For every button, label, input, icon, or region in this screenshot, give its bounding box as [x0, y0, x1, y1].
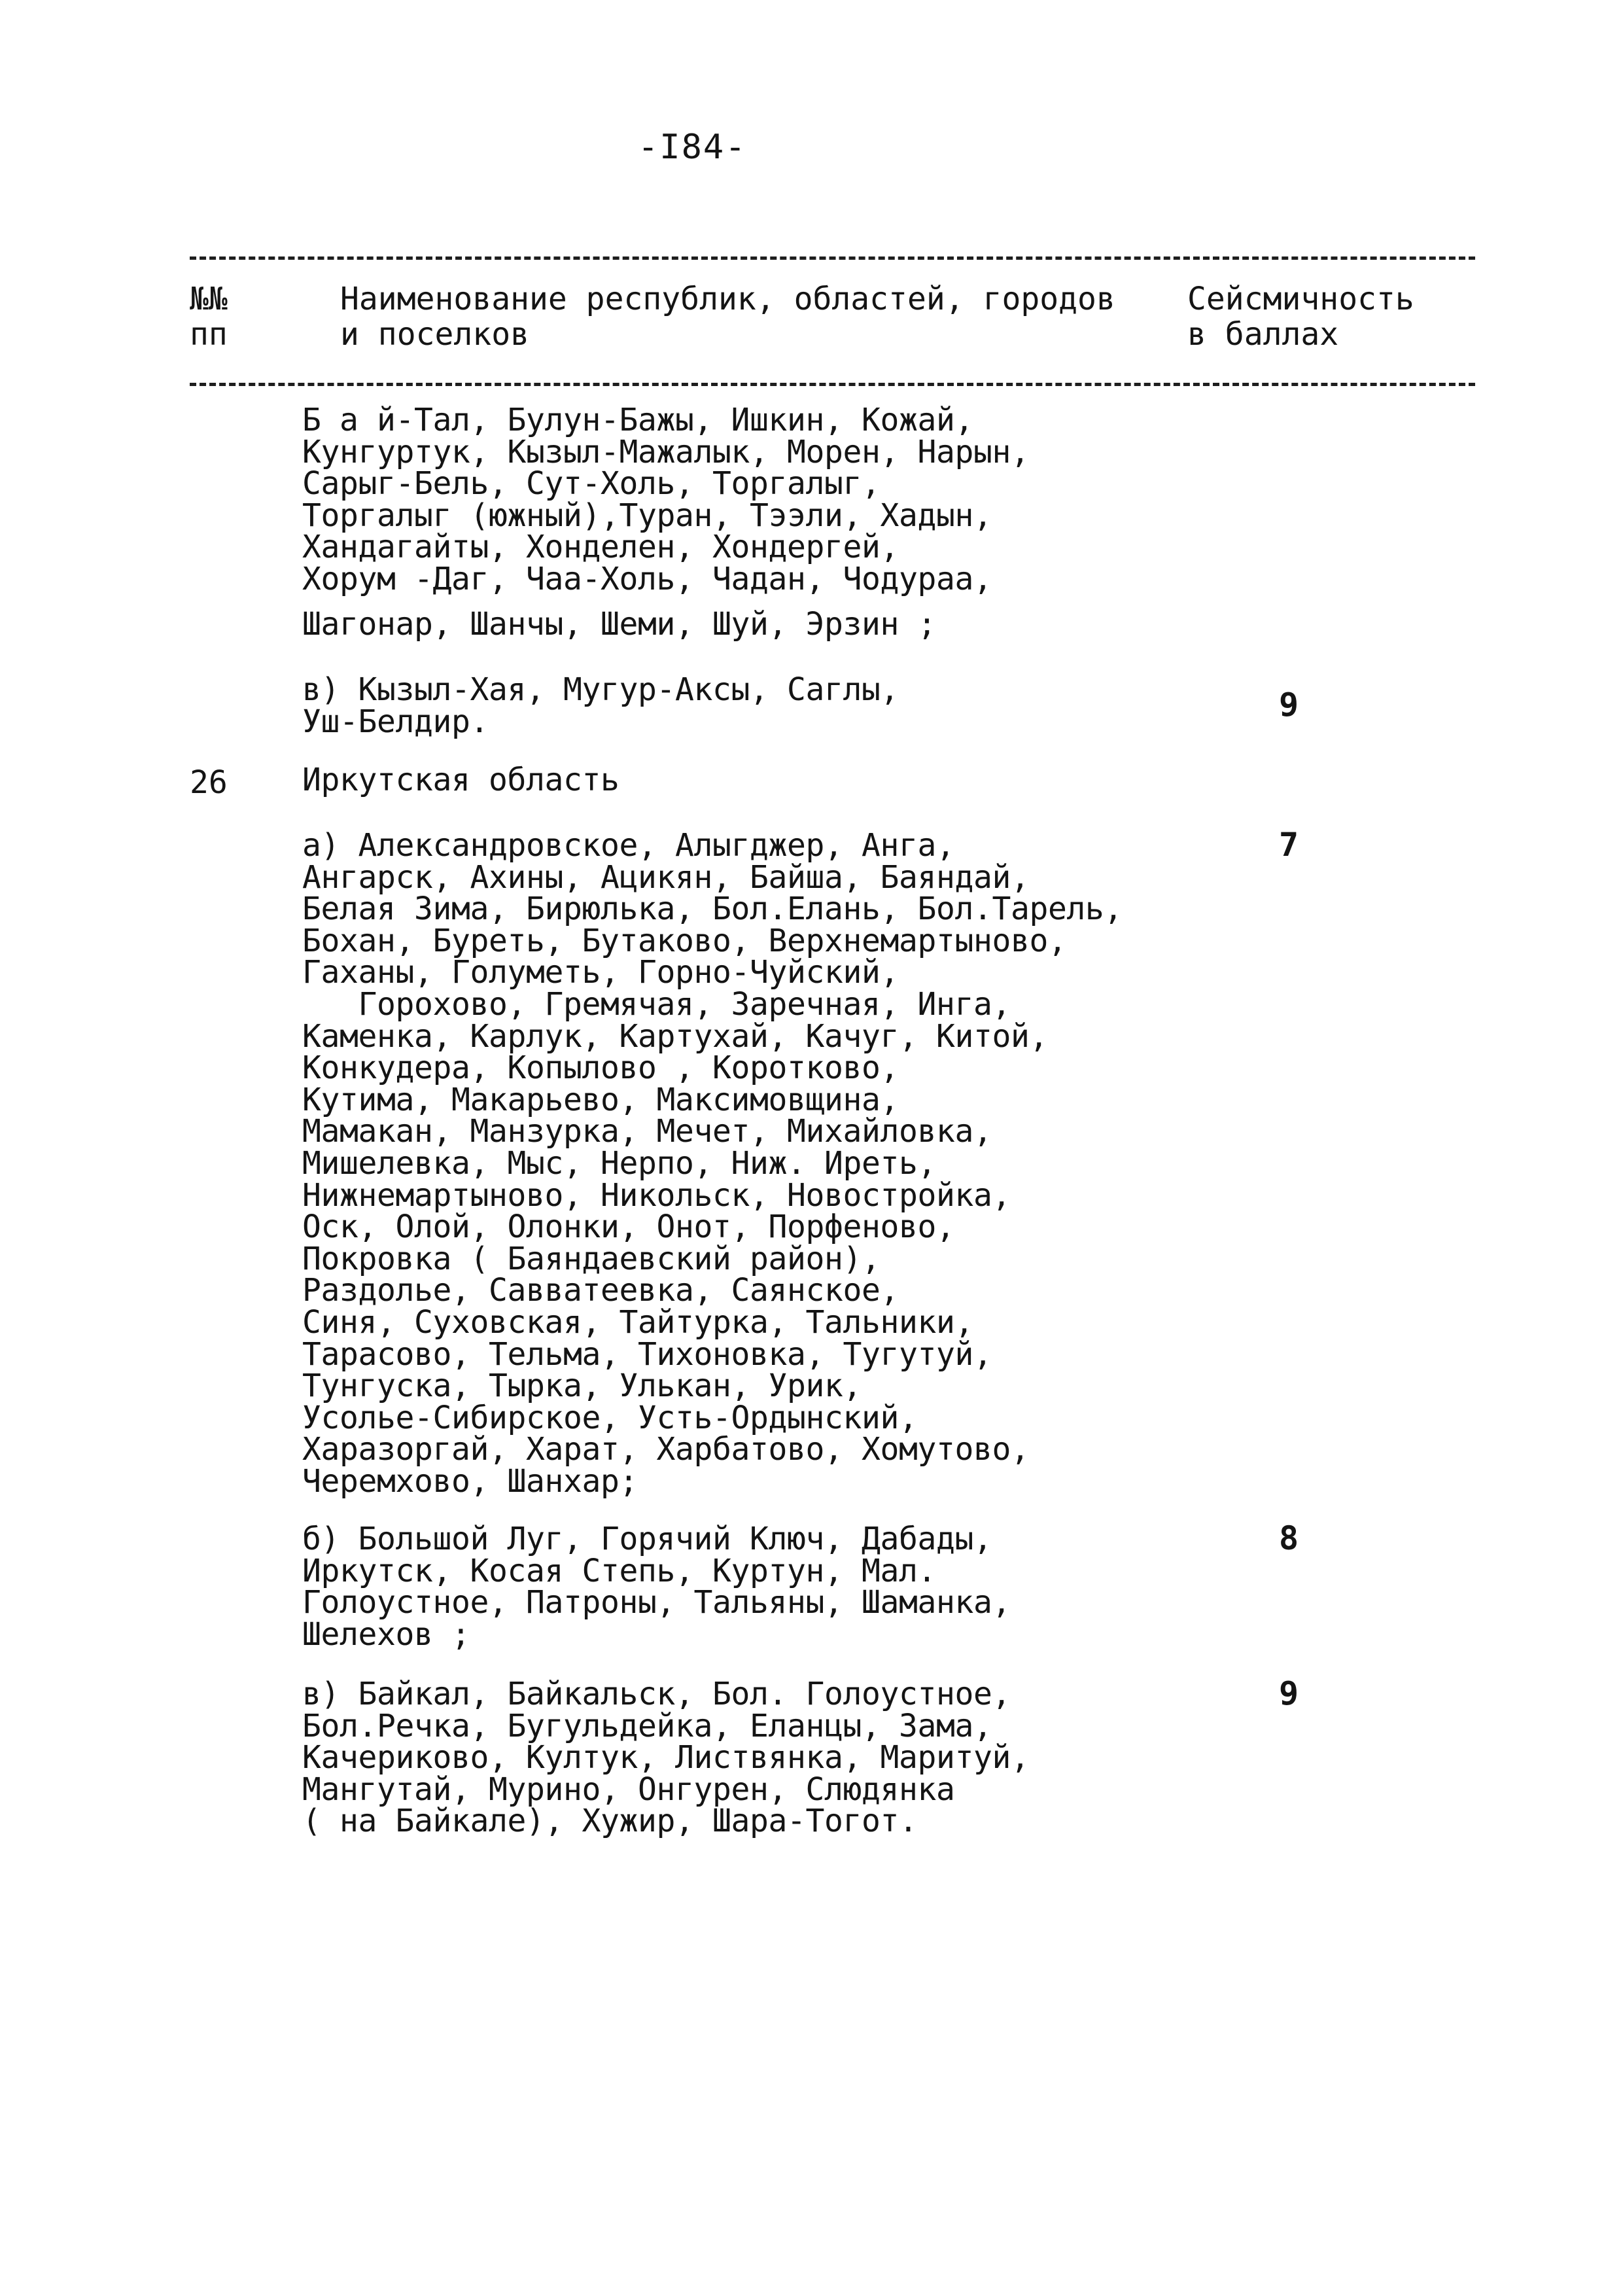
list-line: Белая Зима, Бирюлька, Бол.Елань, Бол.Тарель,: [302, 891, 1123, 928]
list-line: Шагонар, Шанчы, Шеми, Шуй, Эрзин ;: [302, 606, 936, 643]
header-col-number-line: пп: [190, 316, 228, 353]
list-line: Сарыг-Бель, Сут-Холь, Торгалыг,: [302, 465, 881, 503]
seismicity-value: 7: [1279, 826, 1299, 864]
list-line: Нижнемартыново, Никольск, Новостройка,: [302, 1176, 1011, 1214]
list-line: Иркутск, Косая Степь, Куртун, Мал.: [302, 1552, 936, 1589]
list-line: Качериково, Култук, Листвянка, Маритуй,: [302, 1739, 1030, 1776]
seismicity-value: 9: [1279, 686, 1299, 724]
list-line: а) Александровское, Алыгджер, Анга,: [302, 827, 955, 864]
list-line: ( на Байкале), Хужир, Шара-Тогот.: [302, 1803, 918, 1840]
settlement-group-v-tuva: [302, 671, 899, 740]
header-col-number-line: №№: [190, 281, 228, 317]
list-line: в) Кызыл-Хая, Мугур-Аксы, Саглы,: [302, 671, 899, 708]
settlement-group-b: [302, 1521, 1011, 1653]
header-col-number: [190, 281, 228, 352]
region-name-text: Иркутская область: [302, 762, 620, 798]
header-col-seismicity-line: в баллах: [1187, 316, 1339, 353]
list-line: Мамакан, Манзурка, Мечет, Михайловка,: [302, 1113, 992, 1150]
seismicity-value: 9: [1279, 1674, 1299, 1712]
list-line: Хорум -Даг, Чаа-Холь, Чадан, Чодураа,: [302, 560, 992, 597]
seismicity-value: 8: [1279, 1519, 1299, 1557]
header-col-seismicity: [1187, 281, 1414, 352]
list-line: Шелехов ;: [302, 1616, 470, 1653]
settlement-list-continuation-end: [302, 606, 936, 643]
region-name: [302, 764, 619, 796]
list-line: Уш-Белдир.: [302, 703, 489, 740]
list-line: Мишелевка, Мыс, Нерпо, Ниж. Иреть,: [302, 1144, 936, 1182]
header-col-name-line: Наименование республик, областей, городов: [340, 281, 1115, 317]
header-col-name: [340, 281, 1115, 352]
list-line: Ангарск, Ахины, Ацикян, Байша, Баяндай,: [302, 858, 1030, 896]
list-line: Покровка ( Баяндаевский район),: [302, 1240, 881, 1277]
list-line: в) Байкал, Байкальск, Бол. Голоустное,: [302, 1676, 1011, 1712]
list-line: б) Большой Луг, Горячий Ключ, Дабады,: [302, 1521, 992, 1557]
list-line: Раздолье, Савватеевка, Саянское,: [302, 1272, 899, 1309]
settlement-list-continuation: [302, 404, 1029, 595]
list-line: Тарасово, Тельма, Тихоновка, Тугутуй,: [302, 1335, 992, 1373]
list-line: Тунгуска, Тырка, Улькан, Урик,: [302, 1368, 862, 1405]
settlement-group-a: [302, 827, 1123, 1500]
list-line: Харазоргай, Харат, Харбатово, Хомутово,: [302, 1431, 1030, 1468]
list-line: Голоустное, Патроны, Тальяны, Шаманка,: [302, 1584, 1011, 1621]
list-line: Бохан, Буреть, Бутаково, Верхнемартыново,: [302, 922, 1067, 959]
list-line: Гаханы, Голуметь, Горно-Чуйский,: [302, 954, 899, 991]
list-line: Хандагайты, Хонделен, Хондергей,: [302, 529, 899, 566]
header-bottom-rule: [190, 383, 1475, 386]
list-line: Кутима, Макарьево, Максимовщина,: [302, 1081, 899, 1118]
row-number: 26: [190, 764, 228, 801]
list-line: Б а й-Тал, Булун-Бажы, Ишкин, Кожай,: [302, 402, 973, 438]
list-line: Оск, Олой, Олонки, Онот, Порфеново,: [302, 1209, 955, 1246]
list-line: Каменка, Карлук, Картухай, Качуг, Китой,: [302, 1017, 1048, 1055]
list-line: Кунгуртук, Кызыл-Мажалык, Морен, Нарын,: [302, 433, 1030, 470]
list-line: Торгалыг (южный),Туран, Тээли, Хадын,: [302, 497, 992, 534]
header-col-name-line: и поселков: [340, 316, 529, 353]
list-line: Конкудера, Копылово , Коротково,: [302, 1050, 899, 1087]
list-line: Усолье-Сибирское, Усть-Ордынский,: [302, 1399, 918, 1436]
settlement-group-v: [302, 1676, 1030, 1840]
page-number: -I84-: [638, 128, 747, 167]
list-line: Бол.Речка, Бугульдейка, Еланцы, Зама,: [302, 1707, 992, 1744]
list-line: Черемхово, Шанхар;: [302, 1462, 638, 1500]
list-line: Синя, Суховская, Тайтурка, Тальники,: [302, 1303, 973, 1341]
list-line: Мангутай, Мурино, Онгурен, Слюдянка: [302, 1771, 955, 1808]
header-top-rule: [190, 256, 1475, 260]
header-col-seismicity-line: Сейсмичность: [1187, 281, 1414, 317]
list-line: Горохово, Гремячая, Заречная, Инга,: [302, 985, 1011, 1023]
